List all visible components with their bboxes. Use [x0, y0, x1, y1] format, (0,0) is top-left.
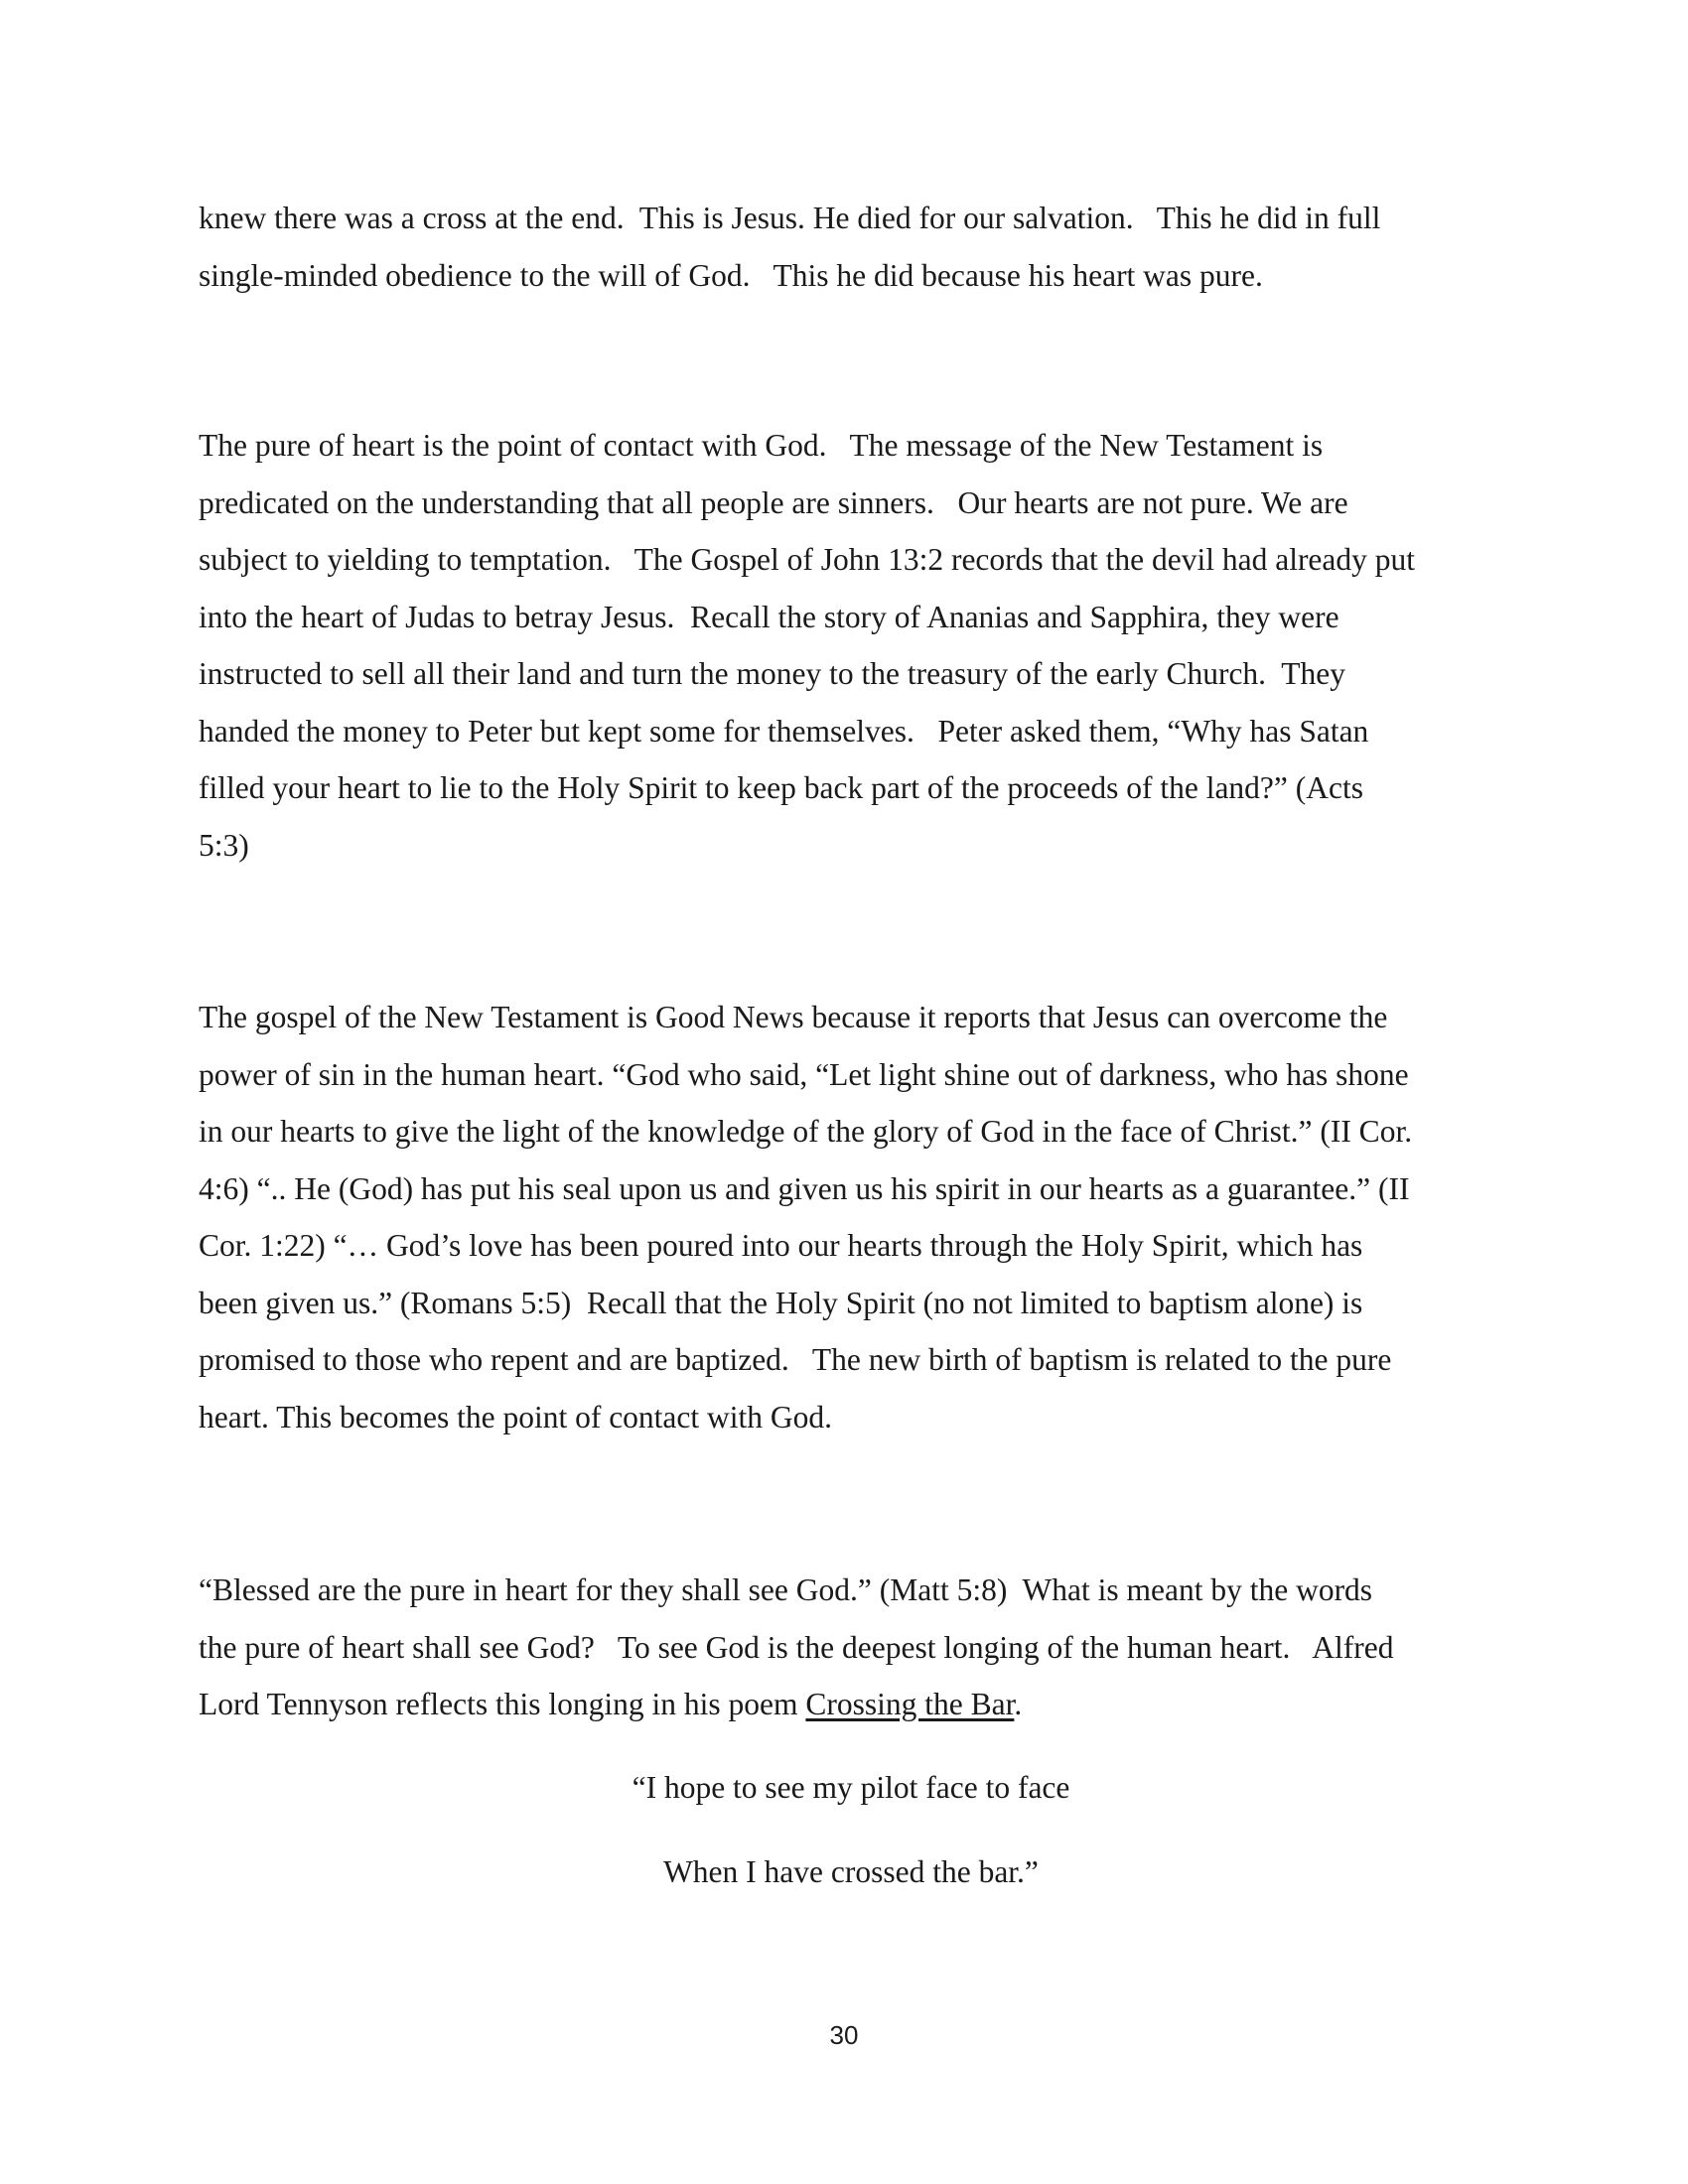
text-line: 5:3) — [199, 827, 249, 863]
poem-line-2: When I have crossed the bar.” — [663, 1854, 1039, 1889]
text-line: handed the money to Peter but kept some for themselves. Peter asked them, “Why has Satan — [199, 713, 1369, 749]
text-line: “Blessed are the pure in heart for they shall see God.” (Matt 5:8) What is meant by the words — [199, 1572, 1373, 1607]
text-line-with-title — [199, 1676, 1499, 1733]
text-line: power of sin in the human heart. “God who said, “Let light shine out of darkness, who has shone — [199, 1056, 1409, 1092]
text-line-suffix: . — [1014, 1687, 1023, 1721]
poem-title-underlined: Crossing the Bar — [805, 1687, 1015, 1721]
text-line: into the heart of Judas to betray Jesus. Recall the story of Ananias and Sapphira, they were — [199, 599, 1339, 634]
text-line: instructed to sell all their land and turn the money to the treasury of the early Church. They — [199, 656, 1345, 691]
text-line: The pure of heart is the point of contact with God. The message of the New Testament is — [199, 428, 1324, 463]
page-number: 30 — [829, 2020, 859, 2050]
poem-line-1: “I hope to see my pilot face to face — [632, 1770, 1070, 1805]
text-line-prefix: Lord Tennyson reflects this longing in his poem — [199, 1687, 806, 1721]
text-line: the pure of heart shall see God? To see God is the deepest longing of the human heart. Alfred — [199, 1629, 1394, 1665]
text-line: single-minded obedience to the will of God. This he did because his heart was pure. — [199, 257, 1263, 293]
paragraph-1 — [199, 190, 1499, 304]
paragraph-4 — [199, 1562, 1499, 1733]
text-line: knew there was a cross at the end. This is Jesus. He died for our salvation. This he did in full — [199, 201, 1381, 235]
text-line: filled your heart to lie to the Holy Spirit to keep back part of the proceeds of the land?” (Acts — [199, 770, 1363, 805]
text-line: heart. This becomes the point of contact with God. — [199, 1399, 833, 1434]
text-line: promised to those who repent and are baptized. The new birth of baptism is related to the pure — [199, 1342, 1392, 1377]
text-line: The gospel of the New Testament is Good News because it reports that Jesus can overcome the — [199, 1000, 1388, 1034]
paragraph-3 — [199, 989, 1499, 1445]
text-line: in our hearts to give the light of the knowledge of the glory of God in the face of Christ.” (II Cor. — [199, 1114, 1413, 1149]
text-line: 4:6) “.. He (God) has put his seal upon us and given us his spirit in our hearts as a guarantee.” (II — [199, 1170, 1410, 1206]
paragraph-2 — [199, 417, 1499, 874]
text-line: predicated on the understanding that all people are sinners. Our hearts are not pure. We are — [199, 484, 1348, 520]
text-line: Cor. 1:22) “… God’s love has been poured into our hearts through the Holy Spirit, which has — [199, 1228, 1363, 1263]
text-line: been given us.” (Romans 5:5) Recall that the Holy Spirit (no not limited to baptism alone) is — [199, 1285, 1363, 1320]
text-line: subject to yielding to temptation. The Gospel of John 13:2 records that the devil had already put — [199, 542, 1416, 577]
